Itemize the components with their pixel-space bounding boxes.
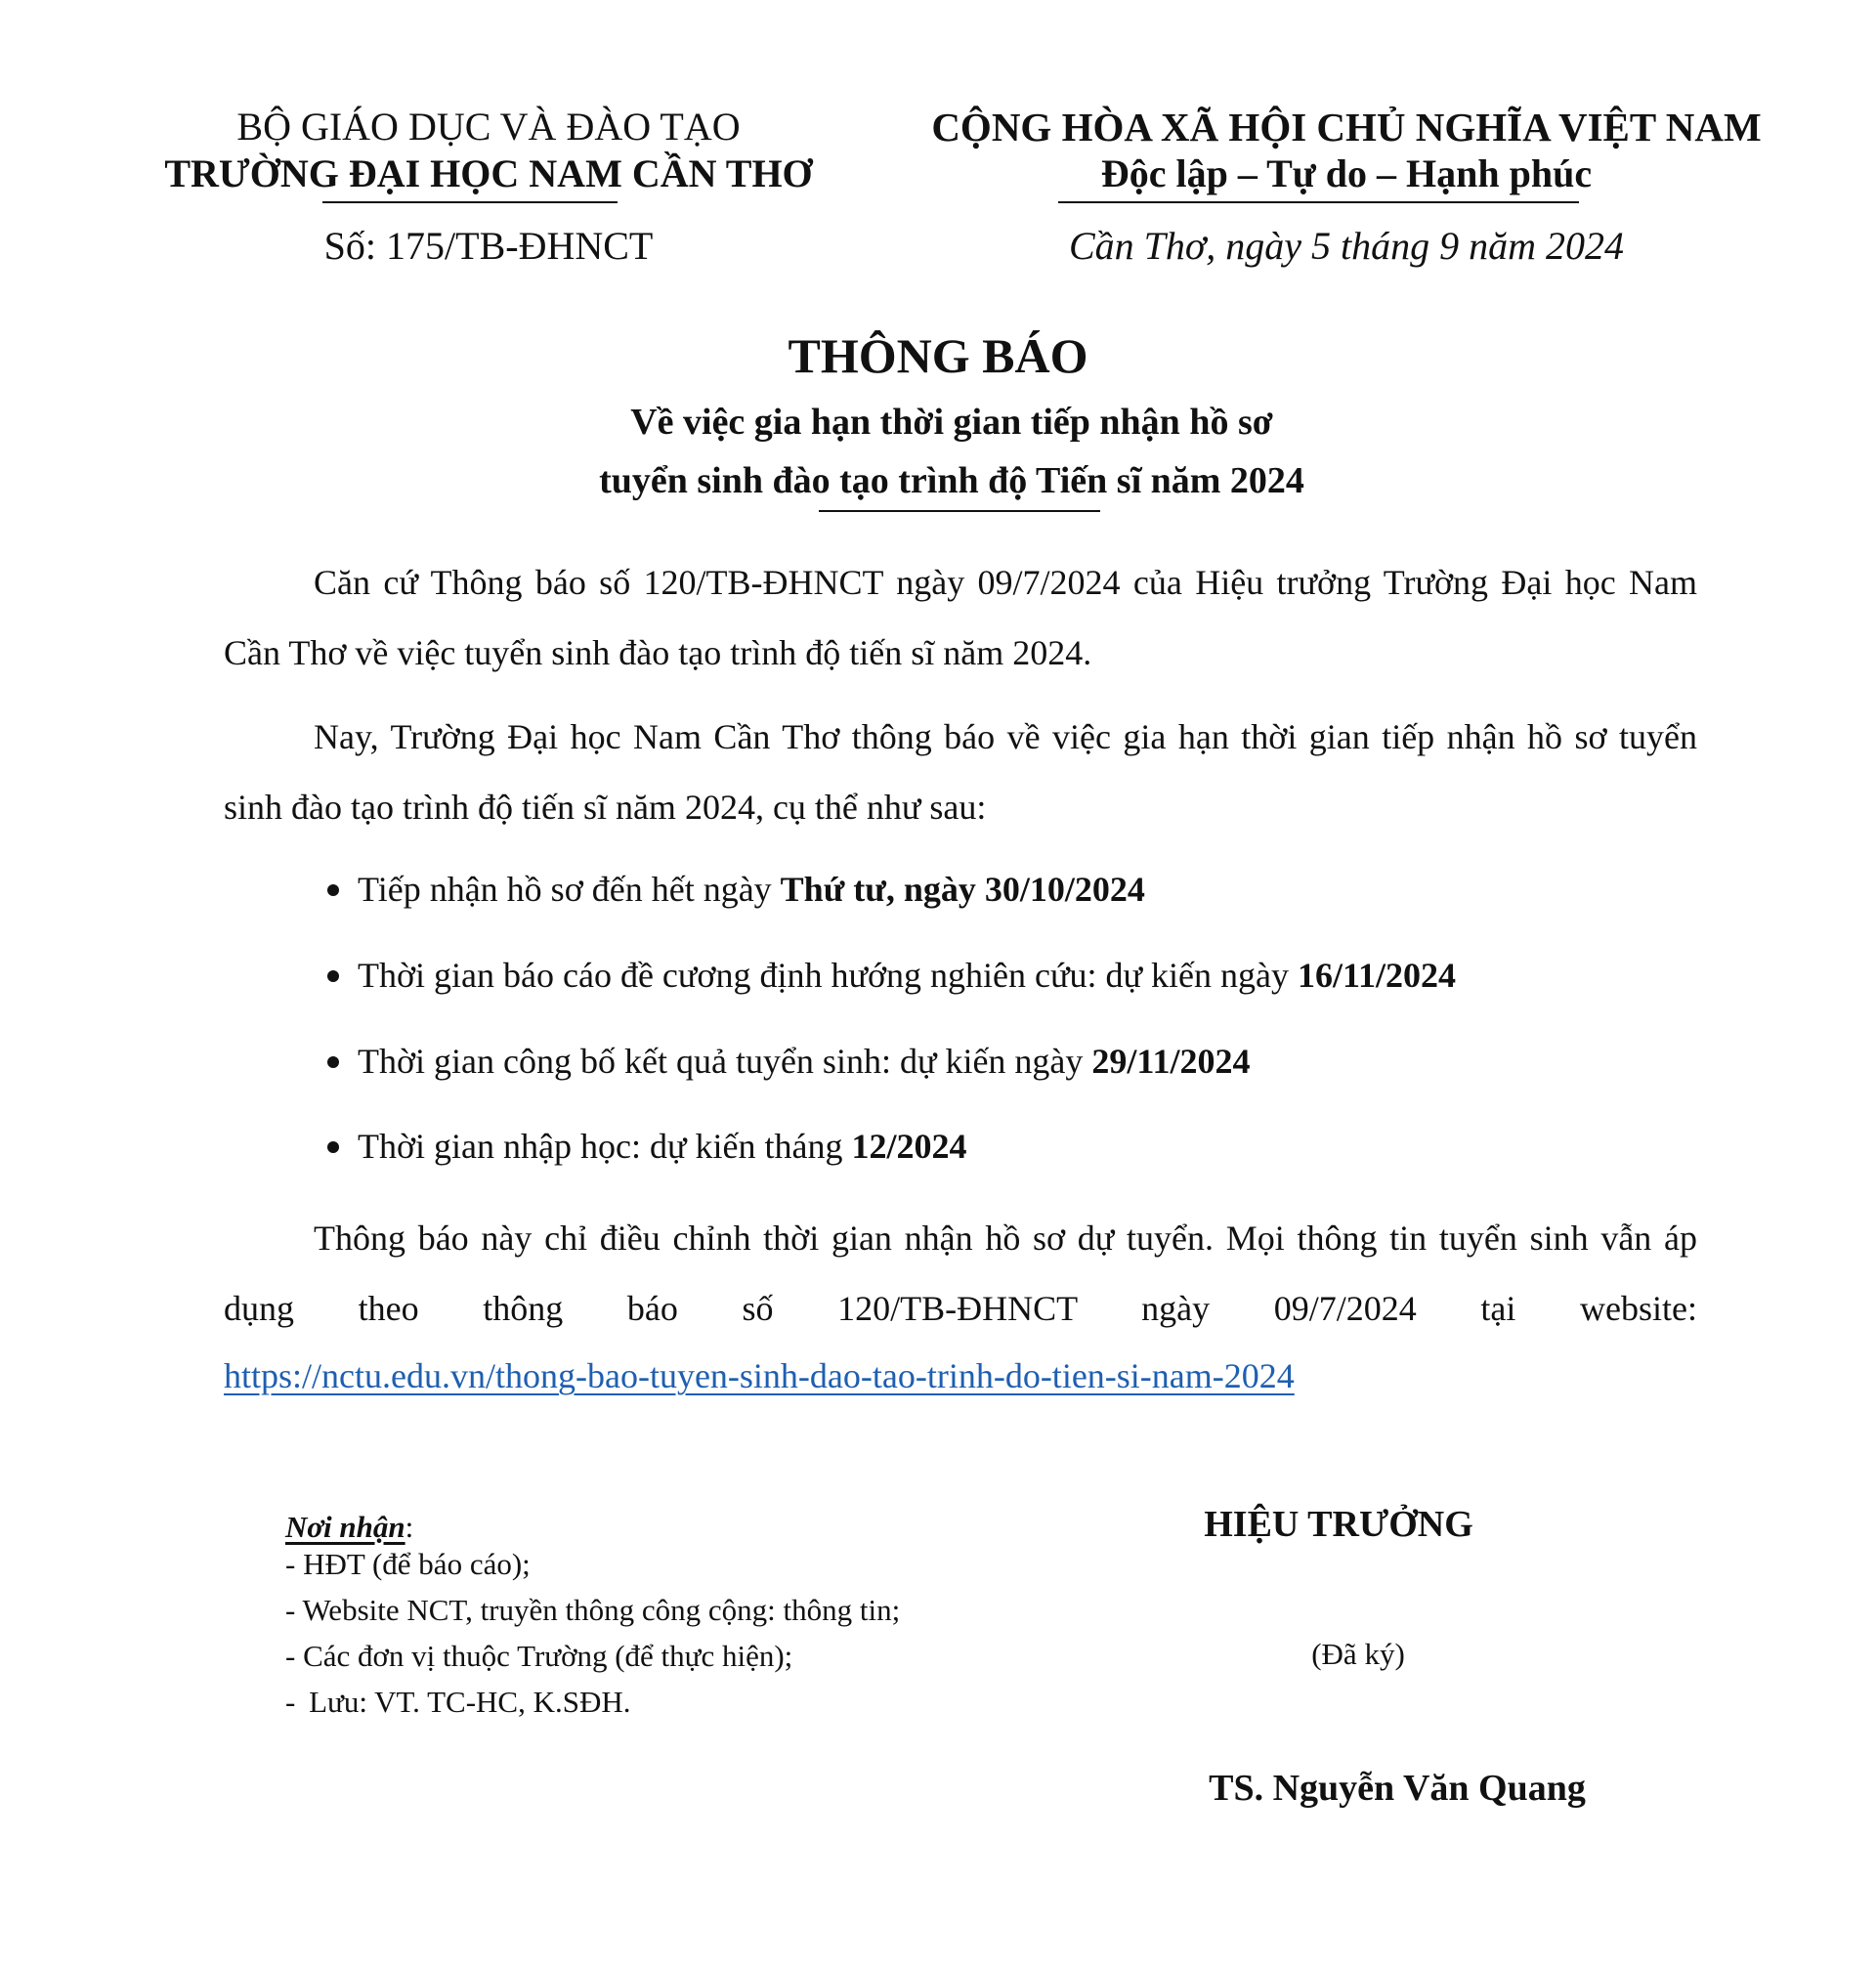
document-title: THÔNG BÁO <box>788 328 1088 383</box>
list-item <box>285 1683 630 1722</box>
website-link[interactable]: https://nctu.edu.vn/thong-bao-tuyen-sinh-dao-tao-trinh-do-tien-si-nam-2024 <box>224 1356 1295 1395</box>
dash-icon: - <box>285 1685 296 1719</box>
dash-icon: - <box>285 1593 296 1627</box>
list-item <box>358 952 1456 999</box>
signer-position: HIỆU TRƯỞNG <box>1204 1504 1473 1545</box>
bullet-date: Thứ tư, ngày 30/10/2024 <box>780 870 1145 909</box>
paragraph-note: Thông báo này chỉ điều chỉnh thời gian nhận hồ sơ dự tuyển. Mọi thông tin tuyển sinh vẫn áp dụng theo thông báo số 120/TB-ĐHNCT ngày 09/7/2024 tại website: <box>224 1219 1697 1328</box>
bullet-text: Tiếp nhận hồ sơ đến hết ngày <box>358 870 781 909</box>
dash-icon: - <box>285 1547 296 1581</box>
list-item <box>285 1591 900 1630</box>
recipients-heading <box>285 1508 413 1547</box>
subject-underline <box>819 510 1100 512</box>
bullet-date: 16/11/2024 <box>1297 956 1456 995</box>
country-name: CỘNG HÒA XÃ HỘI CHỦ NGHĨA VIỆT NAM <box>931 105 1762 150</box>
recipient-text: Các đơn vị thuộc Trường (để thực hiện); <box>303 1639 793 1673</box>
list-item <box>285 1637 792 1676</box>
motto-underline <box>1058 201 1579 203</box>
bullet-text: Thời gian công bố kết quả tuyển sinh: dự kiến ngày <box>358 1042 1092 1081</box>
bullet-icon <box>327 1056 339 1068</box>
paragraph-announcement: Nay, Trường Đại học Nam Cần Thơ thông báo về việc gia hạn thời gian tiếp nhận hồ sơ tuyển sinh đào tạo trình độ tiến sĩ năm 2024, cụ thể như sau: <box>224 717 1697 827</box>
bullet-date: 29/11/2024 <box>1091 1042 1251 1081</box>
bullet-text: Thời gian nhập học: dự kiến tháng <box>358 1127 852 1166</box>
ministry-name: BỘ GIÁO DỤC VÀ ĐÀO TẠO <box>236 105 741 149</box>
bullet-icon <box>327 970 339 982</box>
recipients-colon: : <box>405 1510 414 1544</box>
bullet-date: 12/2024 <box>851 1127 967 1166</box>
recipients-label: Nơi nhận <box>285 1510 405 1544</box>
list-item <box>358 866 1145 913</box>
recipient-text: HĐT (để báo cáo); <box>303 1547 531 1581</box>
list-item <box>285 1545 531 1584</box>
signer-name: TS. Nguyễn Văn Quang <box>1209 1768 1586 1809</box>
paragraph-basis: Căn cứ Thông báo số 120/TB-ĐHNCT ngày 09/7/2024 của Hiệu trưởng Trường Đại học Nam Cần Thơ về việc tuyển sinh đào tạo trình độ tiến sĩ năm 2024. <box>224 563 1697 672</box>
document-subject-line-2: tuyển sinh đào tạo trình độ Tiến sĩ năm 2024 <box>599 460 1304 501</box>
signed-note: (Đã ký) <box>1311 1637 1405 1671</box>
national-motto: Độc lập – Tự do – Hạnh phúc <box>1100 151 1593 195</box>
place-and-date: Cần Thơ, ngày 5 tháng 9 năm 2024 <box>1068 224 1625 268</box>
university-underline <box>322 201 618 203</box>
list-item <box>358 1038 1250 1085</box>
bullet-icon <box>327 1141 339 1153</box>
list-item <box>358 1123 966 1170</box>
bullet-text: Thời gian báo cáo đề cương định hướng nghiên cứu: dự kiến ngày <box>358 956 1298 995</box>
document-subject-line-1: Về việc gia hạn thời gian tiếp nhận hồ sơ <box>630 402 1273 443</box>
university-name: TRƯỜNG ĐẠI HỌC NAM CẦN THƠ <box>164 151 813 195</box>
document-number: Số: 175/TB-ĐHNCT <box>323 224 654 268</box>
dash-icon: - <box>285 1639 296 1673</box>
recipient-text: Website NCT, truyền thông công cộng: thông tin; <box>302 1593 901 1627</box>
recipient-text: Lưu: VT. TC-HC, K.SĐH. <box>309 1685 631 1719</box>
bullet-icon <box>327 884 339 896</box>
